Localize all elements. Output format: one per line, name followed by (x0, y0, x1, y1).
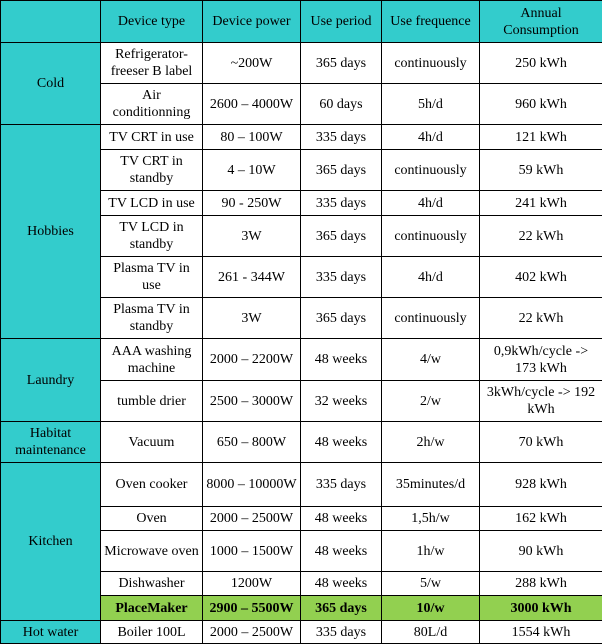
consumption-cell: 22 kWh (480, 216, 602, 257)
power-cell: 8000 – 10000W (203, 463, 301, 507)
consumption-cell: 3000 kWh (480, 596, 602, 621)
consumption-cell: 928 kWh (480, 463, 602, 507)
frequence-cell: 4h/d (382, 125, 480, 150)
consumption-cell: 402 kWh (480, 257, 602, 298)
frequence-cell: 35minutes/d (382, 463, 480, 507)
device-cell: Air conditionning (101, 84, 203, 125)
frequence-cell: 1,5h/w (382, 507, 480, 531)
table-row (1, 422, 602, 463)
power-cell: 2000 – 2500W (203, 507, 301, 531)
device-cell: Plasma TV in standby (101, 298, 203, 339)
power-cell: 4 – 10W (203, 150, 301, 191)
period-cell: 32 weeks (301, 381, 382, 422)
frequence-cell: 4h/d (382, 191, 480, 216)
category-laundry: Laundry (1, 339, 101, 422)
power-cell: 2000 – 2200W (203, 339, 301, 381)
category-hot-water: Hot water (1, 621, 101, 644)
table-row (1, 43, 602, 84)
device-cell: Microwave oven (101, 531, 203, 572)
period-cell: 365 days (301, 298, 382, 339)
power-cell: 261 - 344W (203, 257, 301, 298)
device-cell: TV CRT in standby (101, 150, 203, 191)
device-cell: TV LCD in standby (101, 216, 203, 257)
period-cell: 48 weeks (301, 531, 382, 572)
device-cell: Oven cooker (101, 463, 203, 507)
device-cell: Oven (101, 507, 203, 531)
consumption-cell: 162 kWh (480, 507, 602, 531)
device-cell: TV LCD in use (101, 191, 203, 216)
frequence-cell: 5h/d (382, 84, 480, 125)
period-cell: 335 days (301, 191, 382, 216)
consumption-cell: 1554 kWh (480, 621, 602, 644)
header-use-period: Use period (301, 1, 382, 43)
device-cell: tumble drier (101, 381, 203, 422)
device-cell: Dishwasher (101, 572, 203, 596)
frequence-cell: 1h/w (382, 531, 480, 572)
frequence-cell: 2h/w (382, 422, 480, 463)
device-cell: Refrigerator-freeser B label (101, 43, 203, 84)
consumption-cell: 90 kWh (480, 531, 602, 572)
table-row (1, 339, 602, 381)
period-cell: 335 days (301, 257, 382, 298)
power-cell: 1000 – 1500W (203, 531, 301, 572)
period-cell: 60 days (301, 84, 382, 125)
power-cell: 2600 – 4000W (203, 84, 301, 125)
frequence-cell: 2/w (382, 381, 480, 422)
device-cell: Boiler 100L (101, 621, 203, 644)
category-habitat-maintenance: Habitat maintenance (1, 422, 101, 463)
consumption-cell: 70 kWh (480, 422, 602, 463)
power-cell: 2500 – 3000W (203, 381, 301, 422)
frequence-cell: 4h/d (382, 257, 480, 298)
frequence-cell: continuously (382, 43, 480, 84)
device-cell: AAA washing machine (101, 339, 203, 381)
device-cell: Plasma TV in use (101, 257, 203, 298)
power-cell: ~200W (203, 43, 301, 84)
table-row (1, 125, 602, 150)
power-cell: 650 – 800W (203, 422, 301, 463)
consumption-cell: 241 kWh (480, 191, 602, 216)
category-hobbies: Hobbies (1, 125, 101, 339)
consumption-cell: 0,9kWh/cycle -> 173 kWh (480, 339, 602, 381)
consumption-cell: 288 kWh (480, 572, 602, 596)
frequence-cell: 5/w (382, 572, 480, 596)
power-cell: 3W (203, 216, 301, 257)
frequence-cell: continuously (382, 150, 480, 191)
consumption-cell: 3kWh/cycle -> 192 kWh (480, 381, 602, 422)
period-cell: 48 weeks (301, 507, 382, 531)
header-row (1, 1, 602, 43)
consumption-cell: 250 kWh (480, 43, 602, 84)
period-cell: 335 days (301, 125, 382, 150)
period-cell: 365 days (301, 43, 382, 84)
consumption-cell: 59 kWh (480, 150, 602, 191)
header-corner-cell (1, 1, 101, 43)
power-cell: 90 - 250W (203, 191, 301, 216)
period-cell: 365 days (301, 596, 382, 621)
table-row (1, 463, 602, 507)
header-annual-consumption: Annual Consumption (480, 1, 602, 43)
power-cell: 1200W (203, 572, 301, 596)
frequence-cell: 80L/d (382, 621, 480, 644)
period-cell: 365 days (301, 216, 382, 257)
device-cell: PlaceMaker (101, 596, 203, 621)
device-cell: TV CRT in use (101, 125, 203, 150)
period-cell: 48 weeks (301, 339, 382, 381)
category-kitchen: Kitchen (1, 463, 101, 621)
power-cell: 2900 – 5500W (203, 596, 301, 621)
period-cell: 365 days (301, 150, 382, 191)
power-cell: 80 – 100W (203, 125, 301, 150)
consumption-cell: 22 kWh (480, 298, 602, 339)
frequence-cell: 4/w (382, 339, 480, 381)
consumption-cell: 121 kWh (480, 125, 602, 150)
period-cell: 335 days (301, 621, 382, 644)
header-use-frequence: Use frequence (382, 1, 480, 43)
period-cell: 48 weeks (301, 422, 382, 463)
power-cell: 3W (203, 298, 301, 339)
period-cell: 48 weeks (301, 572, 382, 596)
frequence-cell: 10/w (382, 596, 480, 621)
header-device-type: Device type (101, 1, 203, 43)
device-cell: Vacuum (101, 422, 203, 463)
consumption-cell: 960 kWh (480, 84, 602, 125)
category-cold: Cold (1, 43, 101, 125)
table-row (1, 621, 602, 644)
power-cell: 2000 – 2500W (203, 621, 301, 644)
period-cell: 335 days (301, 463, 382, 507)
header-device-power: Device power (203, 1, 301, 43)
frequence-cell: continuously (382, 216, 480, 257)
frequence-cell: continuously (382, 298, 480, 339)
